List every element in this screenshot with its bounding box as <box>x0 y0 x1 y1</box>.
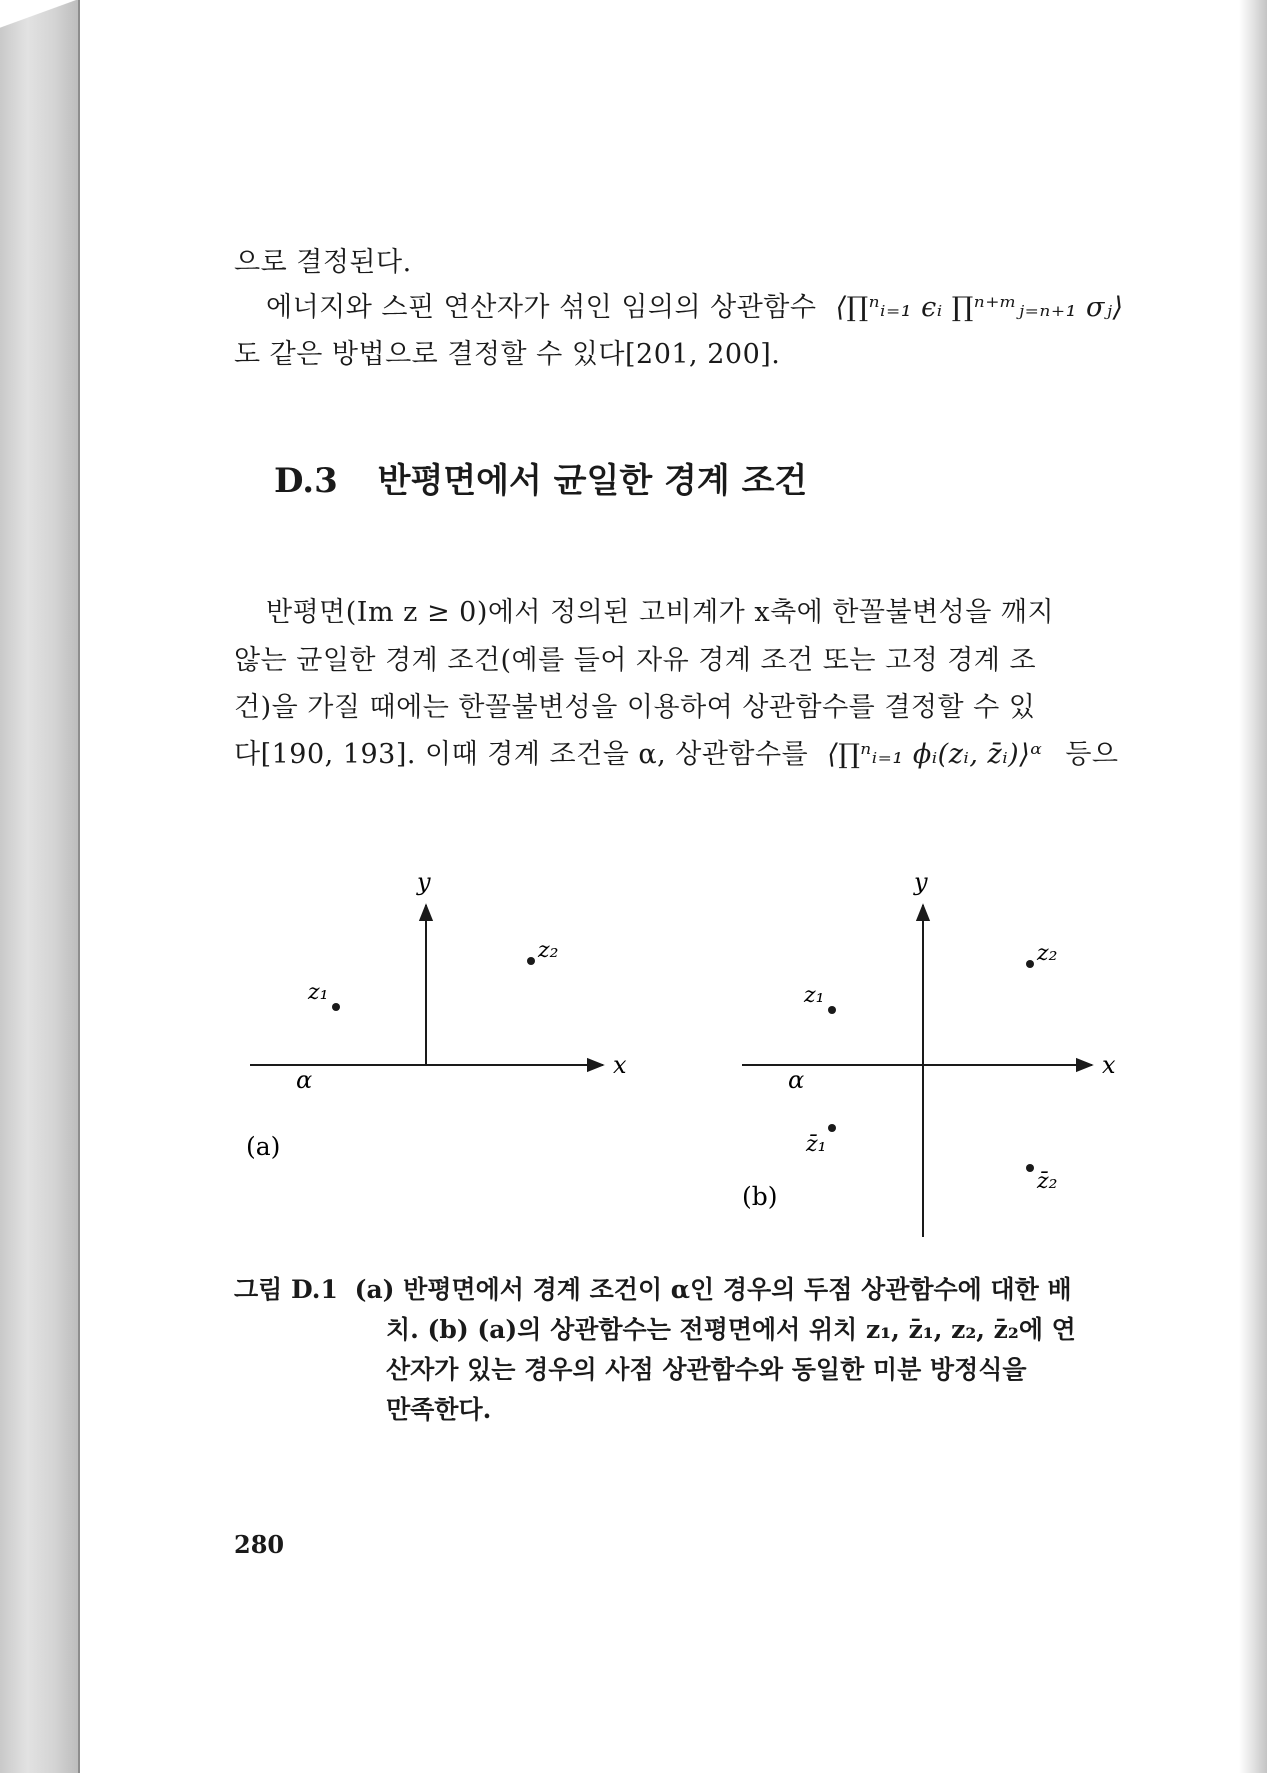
panel-b-z2-label: z₂ <box>1037 941 1058 966</box>
panel-a-label: (a) <box>246 1132 281 1161</box>
panel-a-z1-label: z₁ <box>308 980 329 1005</box>
caption-line4: 만족한다. <box>386 1395 492 1424</box>
figure-panel-a <box>246 868 627 1161</box>
book-spine-corner <box>0 0 78 40</box>
panel-a-point-z1 <box>332 1003 340 1011</box>
paragraph2-line4-end: 등으 <box>1065 739 1119 770</box>
panel-a-z2-label: z₂ <box>538 938 559 963</box>
book-spine-edge <box>0 0 80 1773</box>
caption-line3: 산자가 있는 경우의 사점 상관함수와 동일한 미분 방정식을 <box>386 1355 1027 1384</box>
panel-a-x-label: x <box>613 1051 627 1079</box>
panel-a-y-label: y <box>417 868 431 896</box>
panel-b-z1-bar-label: z̄₁ <box>806 1132 827 1157</box>
caption-prefix: 그림 D.1 <box>234 1275 338 1304</box>
panel-b-x-label: x <box>1102 1051 1116 1079</box>
panel-b-point-z2 <box>1026 960 1034 968</box>
panel-b-point-z1-bar <box>828 1124 836 1132</box>
page-right-edge <box>1239 0 1267 1773</box>
figure-d1-diagram <box>240 860 1140 1250</box>
energy-spin-correlator-math: ⟨∏ⁿᵢ₌₁ ϵᵢ ∏ⁿ⁺ᵐⱼ₌ₙ₊₁ σⱼ⟩ <box>835 292 1124 323</box>
paragraph2-line2: 않는 균일한 경계 조건(예를 들어 자유 경계 조건 또는 고정 경계 조 <box>234 645 1037 676</box>
caption-line2: 치. (b) (a)의 상관함수는 전평면에서 위치 z₁, z̄₁, z₂, z̄₂에 연 <box>386 1315 1076 1344</box>
panel-b-y-label: y <box>914 868 928 896</box>
boundary-correlator-math: ⟨∏ⁿᵢ₌₁ ϕᵢ(zᵢ, z̄ᵢ)⟩ᵅ <box>827 739 1043 770</box>
paragraph1-line3: 도 같은 방법으로 결정할 수 있다[201, 200]. <box>234 339 781 370</box>
figure-panel-b <box>742 868 1116 1237</box>
panel-b-point-z1 <box>828 1006 836 1014</box>
section-number: D.3 <box>274 461 338 501</box>
section-title: 반평면에서 균일한 경계 조건 <box>377 461 808 501</box>
panel-b-label: (b) <box>742 1182 778 1211</box>
book-page <box>80 0 1239 1773</box>
paragraph2-line1: 반평면(Im z ≥ 0)에서 정의된 고비계가 x축에 한꼴불변성을 깨지 <box>266 597 1055 628</box>
paragraph2-line4 <box>234 732 1119 771</box>
panel-b-point-z2-bar <box>1026 1164 1034 1172</box>
page-number: 280 <box>234 1530 285 1559</box>
panel-b-boundary-label: α <box>788 1066 805 1094</box>
paragraph2-line4-text: 다[190, 193]. 이때 경계 조건을 α, 상관함수를 <box>234 739 809 770</box>
figure-caption <box>234 1270 1072 1306</box>
panel-b-z2-bar-label: z̄₂ <box>1037 1169 1058 1194</box>
caption-line1: (a) 반평면에서 경계 조건이 α인 경우의 두점 상관함수에 대한 배 <box>354 1275 1072 1304</box>
paragraph1-line1: 으로 결정된다. <box>234 247 412 278</box>
panel-b-z1-label: z₁ <box>804 983 825 1008</box>
panel-a-point-z2 <box>527 957 535 965</box>
section-heading <box>274 453 807 502</box>
paragraph1-line2 <box>266 285 1124 324</box>
panel-a-boundary-label: α <box>296 1066 313 1094</box>
paragraph1-line2-text: 에너지와 스핀 연산자가 섞인 임의의 상관함수 <box>266 292 817 323</box>
paragraph2-line3: 건)을 가질 때에는 한꼴불변성을 이용하여 상관함수를 결정할 수 있 <box>234 692 1036 723</box>
